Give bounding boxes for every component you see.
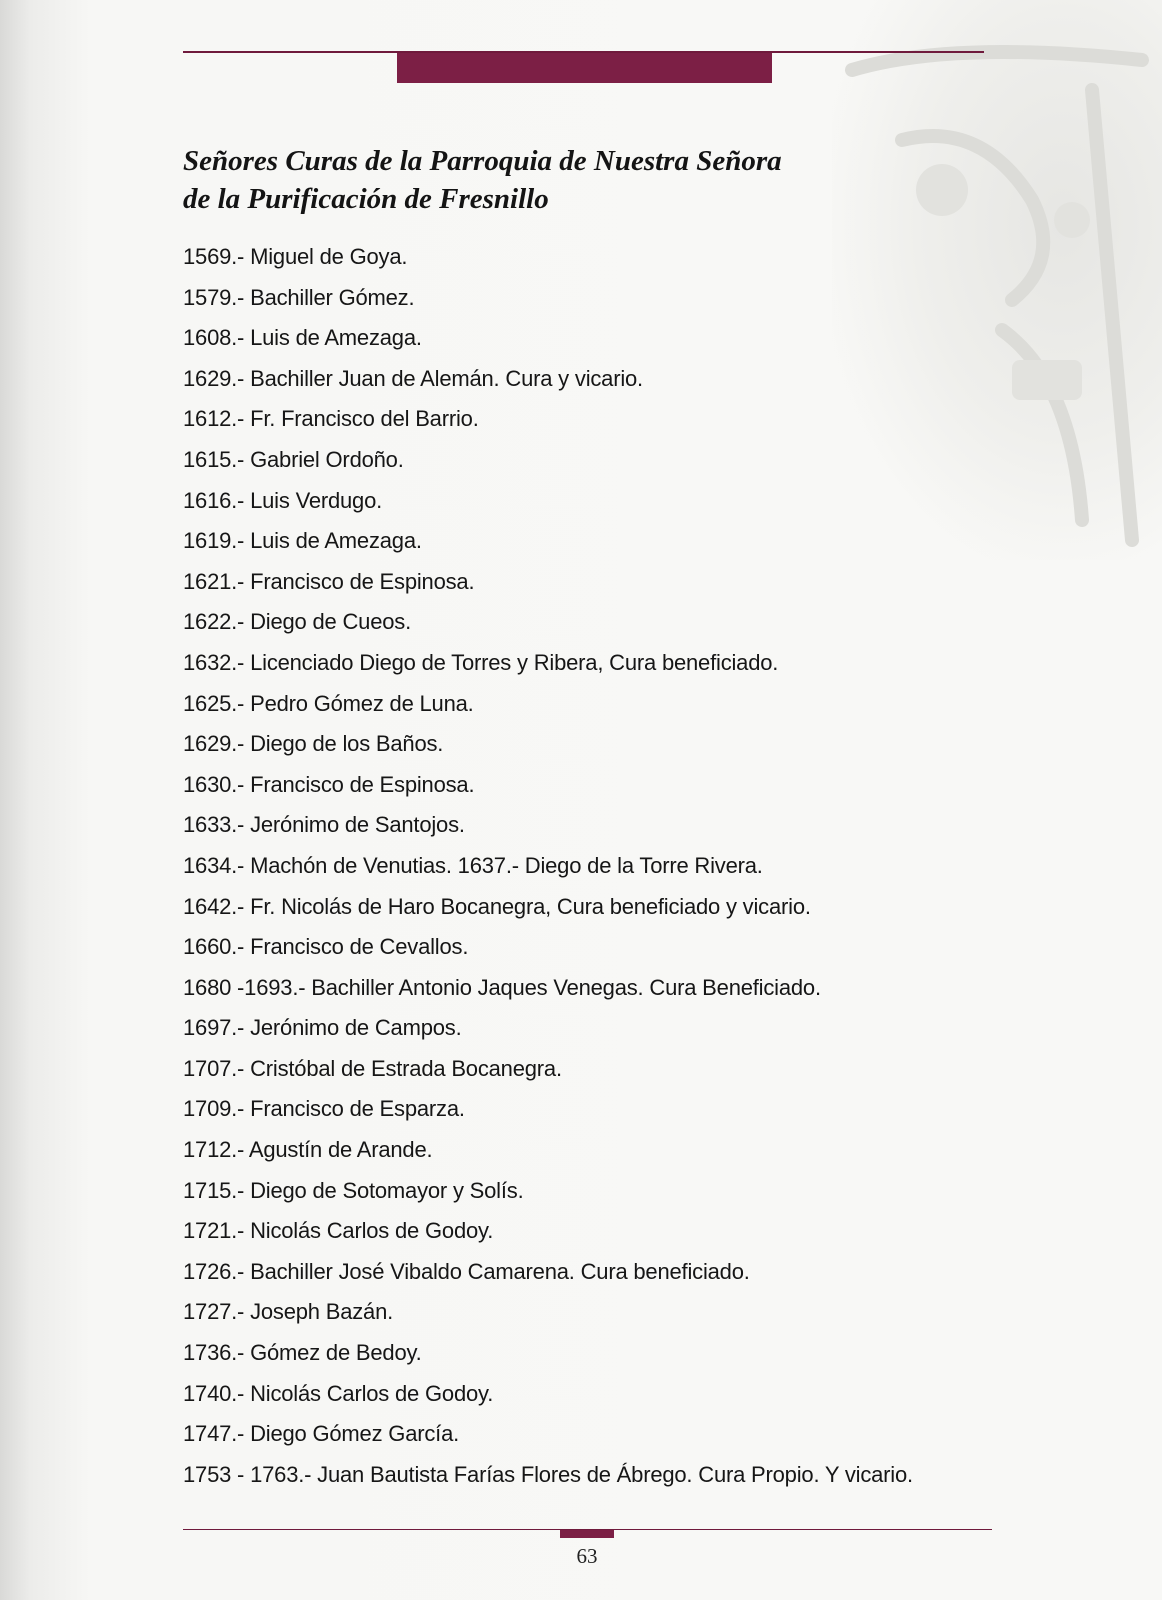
list-item: 1629.- Bachiller Juan de Alemán. Cura y vicario.	[183, 365, 643, 391]
list-item: 1621.- Francisco de Espinosa.	[183, 568, 475, 594]
list-item: 1633.- Jerónimo de Santojos.	[183, 812, 465, 838]
list-item: 1625.- Pedro Gómez de Luna.	[183, 690, 474, 716]
list-item: 1612.- Fr. Francisco del Barrio.	[183, 406, 479, 432]
list-item: 1619.- Luis de Amezaga.	[183, 528, 422, 554]
list-item: 1630.- Francisco de Espinosa.	[183, 771, 475, 797]
list-item: 1747.- Diego Gómez García.	[183, 1421, 460, 1447]
title-line-2: de la Purificación de Fresnillo	[183, 183, 549, 215]
list-item: 1634.- Machón de Venutias. 1637.- Diego de la Torre Rivera.	[183, 852, 763, 878]
list-item: 1615.- Gabriel Ordoño.	[183, 446, 404, 472]
list-item: 1721.- Nicolás Carlos de Godoy.	[183, 1218, 494, 1244]
list-item: 1616.- Luis Verdugo.	[183, 487, 383, 513]
page-title	[183, 142, 943, 218]
list-item: 1629.- Diego de los Baños.	[183, 731, 444, 757]
list-item: 1632.- Licenciado Diego de Torres y Ribera, Cura beneficiado.	[183, 649, 779, 675]
list-item: 1622.- Diego de Cueos.	[183, 609, 411, 635]
list-item: 1709.- Francisco de Esparza.	[183, 1096, 465, 1122]
list-item: 1736.- Gómez de Bedoy.	[183, 1340, 422, 1366]
list-item: 1712.- Agustín de Arande.	[183, 1137, 433, 1163]
list-item: 1680 -1693.- Bachiller Antonio Jaques Venegas. Cura Beneficiado.	[183, 974, 821, 1000]
list-item: 1642.- Fr. Nicolás de Haro Bocanegra, Cura beneficiado y vicario.	[183, 893, 811, 919]
list-item: 1569.- Miguel de Goya.	[183, 244, 408, 269]
list-item: 1740.- Nicolás Carlos de Godoy.	[183, 1380, 494, 1406]
footer-accent-bar	[560, 1530, 614, 1538]
list-item: 1579.- Bachiller Gómez.	[183, 284, 415, 310]
list-item: 1608.- Luis de Amezaga.	[183, 325, 422, 351]
list-item: 1726.- Bachiller José Vibaldo Camarena. Cura beneficiado.	[183, 1258, 750, 1284]
list-item: 1660.- Francisco de Cevallos.	[183, 934, 469, 960]
list-item: 1715.- Diego de Sotomayor y Solís.	[183, 1177, 524, 1203]
page-number: 63	[576, 1544, 598, 1568]
list-item: 1697.- Jerónimo de Campos.	[183, 1015, 462, 1041]
list-item: 1753 - 1763.- Juan Bautista Farías Flores de Ábrego. Cura Propio. Y vicario.	[183, 1461, 913, 1487]
list-item: 1727.- Joseph Bazán.	[183, 1299, 394, 1325]
list-item: 1707.- Cristóbal de Estrada Bocanegra.	[183, 1055, 562, 1081]
priest-list	[183, 237, 1003, 1490]
header-accent-bar	[397, 53, 772, 83]
title-line-1: Señores Curas de la Parroquia de Nuestra Señora	[183, 145, 782, 177]
